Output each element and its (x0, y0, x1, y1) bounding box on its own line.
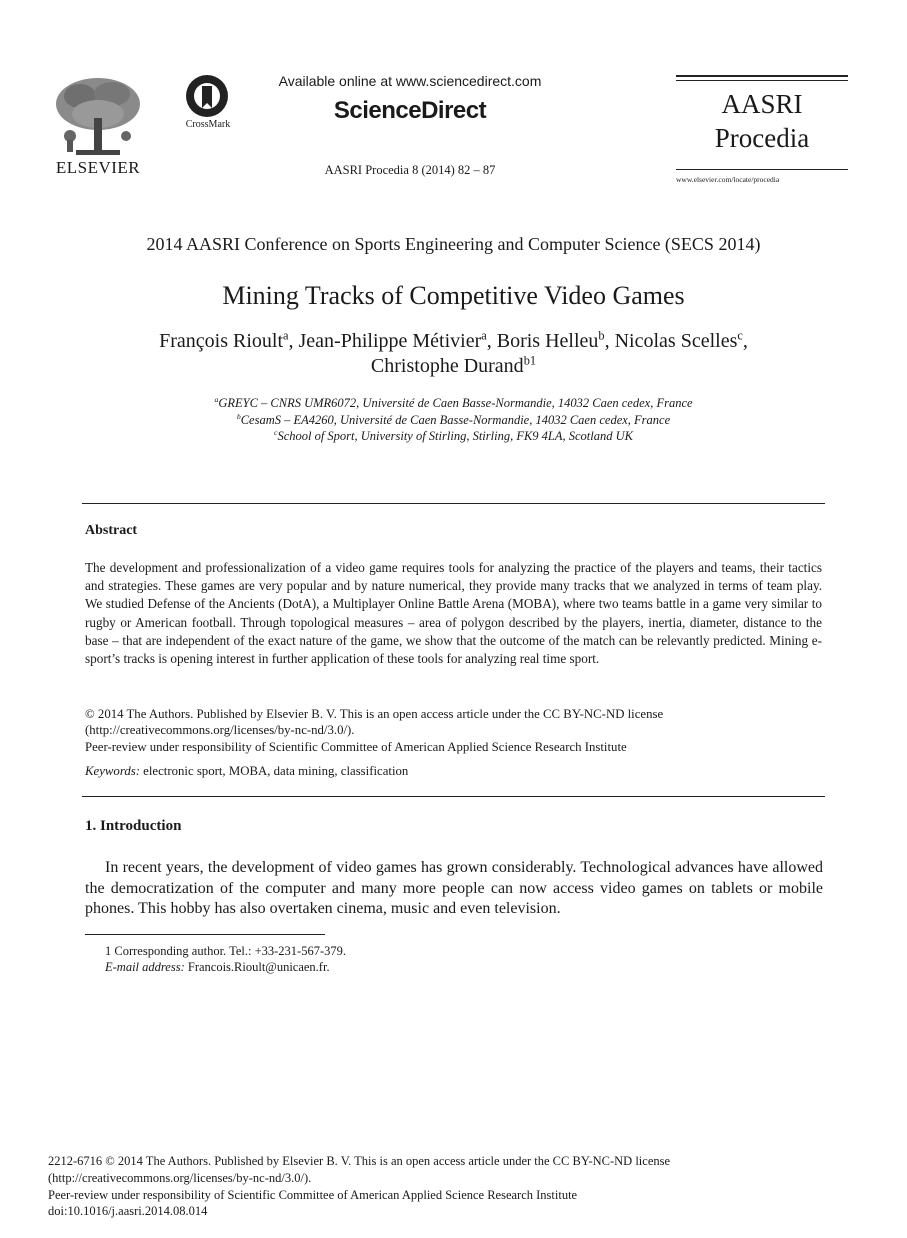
affiliation-text: GREYC – CNRS UMR6072, Université de Caen Basse-Normandie, 14032 Caen cedex, France (218, 396, 693, 410)
conference-name: 2014 AASRI Conference on Sports Engineering and Computer Science (SECS 2014) (146, 234, 761, 254)
author-affiliation-mark: a (481, 328, 487, 343)
crossmark-icon (178, 74, 238, 120)
journal-url[interactable]: www.elsevier.com/locate/procedia (676, 175, 780, 184)
keywords-values: electronic sport, MOBA, data mining, classification (139, 764, 409, 778)
section-1-body: In recent years, the development of video games has grown considerably. Technological advances have allowed the democratization of the computer and many more people can now access video games on tablets or mobile phones. This hobby has also overtaken cinema, music and even television. (85, 859, 823, 917)
author-affiliation-mark: c (737, 328, 743, 343)
author-name: Boris Helleu (496, 330, 599, 352)
affiliation-item (40, 428, 867, 445)
paper-title: Mining Tracks of Competitive Video Games (222, 281, 685, 310)
footnote-rule (85, 934, 325, 935)
footer-issn-line: 2212-6716 © 2014 The Authors. Published by Elsevier B. V. This is an open access article under the CC BY-NC-ND license (48, 1154, 671, 1168)
crossmark-badge[interactable] (178, 74, 238, 134)
footnote-email (105, 960, 330, 975)
footer-doi[interactable]: doi:10.1016/j.aasri.2014.08.014 (48, 1204, 208, 1218)
author-separator: , (742, 330, 748, 352)
email-address[interactable]: Francois.Rioult@unicaen.fr. (184, 960, 330, 974)
journal-box-top-rule-thin (676, 80, 848, 81)
keywords-line (85, 764, 825, 779)
sciencedirect-brand[interactable]: ScienceDirect (333, 97, 487, 124)
journal-name-line2: Procedia (714, 123, 810, 153)
affiliation-item (40, 412, 867, 429)
keywords-label: Keywords: (85, 764, 140, 778)
journal-box-top-rule (676, 75, 848, 77)
author-separator: , (486, 330, 497, 352)
footer-license-link[interactable]: (http://creativecommons.org/licenses/by-nc-nd/3.0/). (48, 1171, 312, 1185)
author-affiliation-mark: b (598, 328, 605, 343)
authors-line-2 (40, 355, 867, 378)
author-separator: , (604, 330, 615, 352)
authors-line-1 (40, 330, 867, 353)
footnote-corresponding: 1 Corresponding author. Tel.: +33-231-567-379. (105, 944, 346, 958)
author-affiliation-mark: b1 (523, 353, 537, 368)
journal-box-bottom-rule (676, 169, 848, 170)
affiliation-text: CesamS – EA4260, Université de Caen Basse-Normandie, 14032 Caen cedex, France (240, 412, 671, 427)
license-link[interactable]: (http://creativecommons.org/licenses/by-nc-nd/3.0/). (85, 723, 355, 737)
author-separator: , (288, 330, 299, 352)
author-name: François Rioult (159, 330, 284, 352)
available-online-text: Available online at www.sciencedirect.com (278, 73, 542, 89)
author-affiliation-mark: a (283, 328, 289, 343)
elsevier-tree-icon (50, 74, 146, 158)
author-name: Christophe Durand (370, 355, 524, 377)
affiliation-mark: c (273, 427, 278, 437)
journal-citation: AASRI Procedia 8 (2014) 82 – 87 (324, 163, 496, 177)
email-label: E-mail address: (105, 960, 185, 974)
affiliation-mark: b (236, 411, 241, 421)
abstract-top-rule (82, 503, 825, 504)
copyright-line-1: © 2014 The Authors. Published by Elsevier B. V. This is an open access article under the CC BY-NC-ND license (85, 707, 664, 721)
peer-review-note: Peer-review under responsibility of Scientific Committee of American Applied Science Research Institute (85, 740, 627, 754)
section-1-heading: 1. Introduction (85, 818, 182, 834)
author-name: Nicolas Scelles (614, 330, 738, 352)
affiliations (40, 395, 867, 445)
abstract-heading: Abstract (85, 523, 138, 538)
abstract-bottom-rule (82, 796, 825, 797)
journal-name-line1: AASRI (721, 89, 803, 119)
abstract-body: The development and professionalization of a video game requires tools for analyzing the practice of the players and teams, their tactics and strategies. These games are very popular and by nature numerical, they provide many tracks that we analyzed in terms of team play. We studied Defense of the Ancients (DotA), a Multiplayer Online Battle Arena (MOBA), where two teams battle in a game very similar to rugby or American football. Through topological measures – area of polygon described by the players, inertia, diameter, distance to the base – that are independent of the exact nature of the game, we show that the outcome of the match can be relevantly predicted. Mining e-sport’s tracks is opening interest in further application of these tools for analyzing real time sport. (85, 560, 822, 667)
author-name: Jean-Philippe Métivier (298, 330, 482, 352)
footer-peer-review: Peer-review under responsibility of Scientific Committee of American Applied Science Research Institute (48, 1188, 578, 1202)
elsevier-logo (50, 74, 146, 176)
affiliation-text: School of Sport, University of Stirling, Stirling, FK9 4LA, Scotland UK (277, 429, 633, 443)
affiliation-item (40, 395, 867, 412)
crossmark-label: CrossMark (185, 119, 231, 130)
elsevier-wordmark: ELSEVIER (55, 158, 141, 177)
affiliation-mark: a (214, 394, 219, 404)
